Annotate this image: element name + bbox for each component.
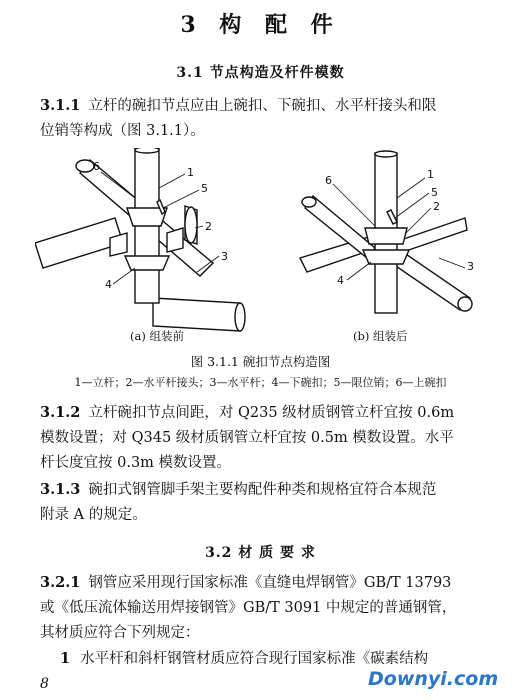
clause-text: 模数设置；对 Q345 级材质钢管立杆宜按 0.5m 模数设置。水平: [40, 430, 454, 446]
clause-3-1-1: [40, 93, 436, 144]
joint-before-assembly: [35, 148, 245, 331]
section-title-3-1: 3.1 节点构造及杆件模数: [176, 65, 345, 81]
caption-a: (a) 组装前: [130, 329, 184, 343]
figure-title: 图 3.1.1 碗扣节点构造图: [190, 354, 331, 369]
clause-number: 3.2.1: [40, 574, 81, 591]
clause-3-1-2: [40, 400, 454, 476]
item-text: 水平杆和斜杆钢管材质应符合现行国家标准《碳素结构: [80, 651, 429, 667]
page-number: 8: [40, 676, 49, 692]
clause-text: 位销等构成（图 3.1.1）。: [40, 123, 205, 139]
clause-3-1-3: [40, 477, 436, 528]
watermark: Downyi.com: [368, 668, 499, 690]
label-1-left: 1: [187, 166, 194, 179]
clause-text: 或《低压流体输送用焊接钢管》GB/T 3091 中规定的普通钢管，: [40, 600, 457, 616]
item-number: 1: [60, 650, 71, 667]
label-1-right: 1: [427, 168, 434, 181]
label-5-right: 5: [431, 186, 438, 199]
clause-3-2-1: [40, 570, 456, 646]
caption-b: (b) 组装后: [353, 329, 408, 343]
label-3-right: 3: [467, 260, 474, 273]
clause-text: 杆长度宜按 0.3m 模数设置。: [40, 455, 232, 471]
clause-text: 附录 A 的规定。: [40, 507, 147, 523]
clause-text: 钢管应采用现行国家标准《直缝电焊钢管》GB/T 13793: [88, 575, 452, 591]
chapter-title: 3 构 配 件: [180, 12, 341, 38]
label-4-right: 4: [337, 274, 344, 287]
label-2-left: 2: [205, 220, 212, 233]
label-6-left: 6: [93, 160, 100, 173]
clause-text: 立杆碗扣节点间距，对 Q235 级材质钢管立杆宜按 0.6m: [88, 405, 455, 421]
figure-legend: 1—立杆；2—水平杆接头；3—水平杆；4—下碗扣；5—限位销；6—上碗扣: [74, 376, 447, 389]
label-6-right: 6: [325, 174, 332, 187]
label-2-right: 2: [433, 200, 440, 213]
clause-text: 其材质应符合下列规定：: [40, 625, 200, 641]
clause-number: 3.1.3: [40, 481, 81, 498]
section-title-3-2: 3.2 材 质 要 求: [205, 545, 316, 561]
clause-number: 3.1.1: [40, 97, 81, 114]
item-1: [40, 647, 428, 668]
label-3-left: 3: [221, 250, 228, 263]
bowl-joint-figure: [35, 148, 490, 348]
clause-number: 3.1.2: [40, 404, 81, 421]
clause-text: 立杆的碗扣节点应由上碗扣、下碗扣、水平杆接头和限: [88, 98, 437, 114]
label-5-left: 5: [201, 182, 208, 195]
label-4-left: 4: [105, 278, 112, 291]
clause-text: 碗扣式钢管脚手架主要构配件种类和规格宜符合本规范: [88, 482, 437, 498]
